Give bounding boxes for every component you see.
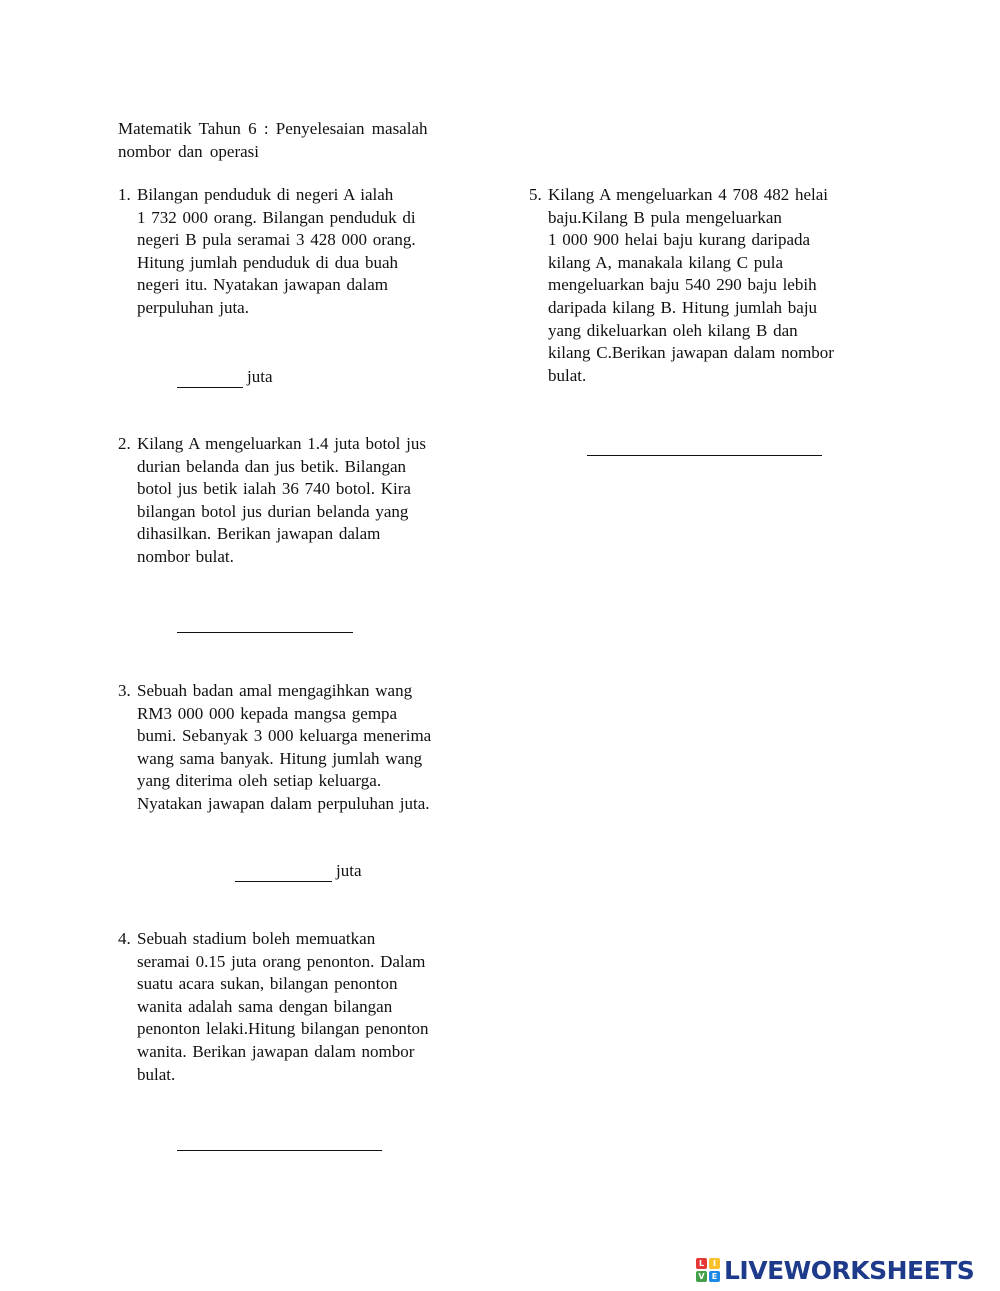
answer-2-input[interactable] [177, 614, 353, 633]
answer-2 [177, 614, 353, 633]
page-title [118, 118, 478, 163]
question-text-line: Kilang A mengeluarkan 1.4 juta botol jus [137, 434, 426, 453]
question-text-line: wang sama banyak. Hitung jumlah wang [137, 748, 423, 768]
question-text-line: 1 732 000 orang. Bilangan penduduk di [137, 207, 416, 227]
question-text-line: suatu acara sukan, bilangan penonton [137, 974, 398, 994]
answer-3-input[interactable] [235, 863, 332, 882]
brand-name: LIVEWORKSHEETS [724, 1255, 975, 1285]
question-text-line: negeri B pula seramai 3 428 000 orang. [137, 230, 416, 250]
answer-5-input[interactable] [587, 437, 822, 456]
question-3 [118, 680, 431, 816]
question-text-line: bilangan botol jus durian belanda yang [137, 501, 409, 521]
question-text-line: Kilang A mengeluarkan 4 708 482 helai [548, 185, 828, 204]
liveworksheets-brand [696, 1256, 974, 1284]
question-text-line: yang diterima oleh setiap keluarga. [137, 771, 382, 791]
question-text-line: bulat. [137, 1064, 176, 1084]
question-2 [118, 433, 426, 569]
question-text-line: mengeluarkan baju 540 290 baju lebih [548, 275, 817, 295]
question-text-line: bumi. Sebanyak 3 000 keluarga menerima [137, 726, 432, 746]
answer-unit: juta [336, 861, 362, 880]
question-text-line: negeri itu. Nyatakan jawapan dalam [137, 275, 388, 295]
answer-5 [587, 437, 822, 456]
question-number: 1. [118, 185, 131, 204]
answer-unit: juta [247, 367, 273, 386]
question-number: 4. [118, 929, 131, 948]
title-line-2: nombor dan operasi [118, 141, 260, 161]
question-number: 3. [118, 681, 131, 700]
question-text-line: Sebuah badan amal mengagihkan wang [137, 681, 413, 700]
question-text-line: Sebuah stadium boleh memuatkan [137, 929, 376, 948]
question-1 [118, 184, 416, 320]
question-text-line: Bilangan penduduk di negeri A ialah [137, 185, 394, 204]
question-text-line: 1 000 900 helai baju kurang daripada [548, 230, 811, 250]
answer-4-input[interactable] [177, 1132, 382, 1151]
question-text-line: nombor bulat. [137, 546, 234, 566]
question-text-line: wanita. Berikan jawapan dalam nombor [137, 1041, 415, 1061]
question-text-line: botol jus betik ialah 36 740 botol. Kira [137, 479, 411, 499]
question-text-line: perpuluhan juta. [137, 297, 249, 317]
question-number: 2. [118, 434, 131, 453]
answer-1-input[interactable] [177, 369, 243, 388]
question-5 [529, 184, 834, 387]
question-text-line: dihasilkan. Berikan jawapan dalam [137, 524, 381, 544]
question-number: 5. [529, 185, 542, 204]
question-text-line: penonton lelaki.Hitung bilangan penonton [137, 1019, 429, 1039]
answer-1 [177, 366, 273, 388]
question-text-line: kilang C.Berikan jawapan dalam nombor [548, 343, 834, 363]
liveworksheets-logo-icon: L I V E [696, 1258, 720, 1282]
question-text-line: yang dikeluarkan oleh kilang B dan [548, 320, 798, 340]
question-text-line: bulat. [548, 365, 587, 385]
question-text-line: Hitung jumlah penduduk di dua buah [137, 252, 399, 272]
question-text-line: daripada kilang B. Hitung jumlah baju [548, 297, 818, 317]
question-text-line: durian belanda dan jus betik. Bilangan [137, 456, 407, 476]
answer-4 [177, 1132, 382, 1151]
question-text-line: baju.Kilang B pula mengeluarkan [548, 207, 782, 227]
answer-3 [235, 860, 362, 882]
question-text-line: seramai 0.15 juta orang penonton. Dalam [137, 951, 426, 971]
question-text-line: Nyatakan jawapan dalam perpuluhan juta. [137, 793, 430, 813]
title-line-1: Matematik Tahun 6 : Penyelesaian masalah [118, 119, 428, 138]
question-text-line: kilang A, manakala kilang C pula [548, 252, 784, 272]
question-text-line: RM3 000 000 kepada mangsa gempa [137, 703, 398, 723]
question-text-line: wanita adalah sama dengan bilangan [137, 996, 393, 1016]
question-4 [118, 928, 429, 1086]
